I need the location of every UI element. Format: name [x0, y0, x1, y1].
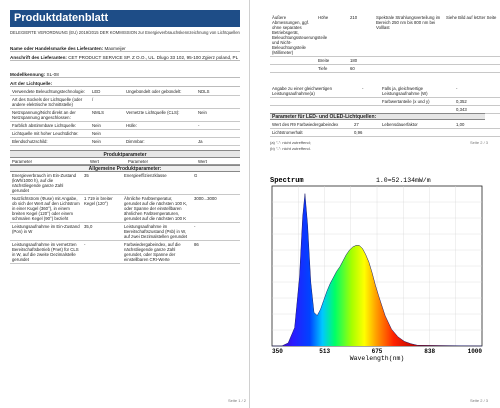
param-row — [10, 223, 240, 241]
claims-row-cell-1: - — [360, 85, 380, 98]
art-row-cell-2: Vernetzte Lichtquelle (CLS): — [124, 109, 196, 122]
art-row — [10, 130, 240, 138]
dim-row-cell-1: Höhe — [316, 14, 348, 57]
art-row-cell-0: Art des Sockels der Lichtquelle (oder andere elektrische Schnittstelle) — [10, 96, 90, 109]
param-row-cell-1: 35,0 — [82, 223, 122, 241]
art-row-cell-0: Farblich abstimmbare Lichtquelle: — [10, 122, 90, 130]
chart-peak-label: 1.0=52.134mW/m — [376, 177, 431, 184]
regulation-subtitle: DELEGIERTE VERORDNUNG (EU) 2019/2015 DER KOMMISSION zur Energieverbrauchskennzeichnung von Lichtquellen — [10, 30, 240, 35]
supplier-row: Anschrift des Lieferanten: CET PRODUCT SERVICE SP. Z O.O., UL. Dlugo 33 102, 95-100 Zgierz poland, PL — [10, 55, 239, 60]
art-row-cell-0: Lichtquelle mit hoher Leuchtdichte: — [10, 130, 90, 138]
param-row — [10, 195, 240, 223]
art-row-cell-2: Dimmbar: — [124, 138, 196, 146]
art-row — [10, 138, 240, 146]
art-row-cell-3 — [196, 96, 240, 109]
x-tick-label: 838 — [424, 348, 436, 355]
art-label: Art der Lichtquelle: — [10, 81, 240, 87]
x-tick-label: 675 — [371, 348, 383, 355]
param-row-cell-3: 3000...3000 — [192, 195, 240, 223]
x-tick-label: 513 — [319, 348, 331, 355]
dim-row-cell-3 — [374, 65, 444, 73]
page-footer: Seite 1 / 2 — [228, 398, 247, 403]
dim-row-cell-3 — [374, 57, 444, 65]
art-row-cell-1: / — [90, 96, 124, 109]
art-row-cell-3: Nein — [196, 109, 240, 122]
param-row-cell-3: 86 — [192, 241, 240, 264]
claims-row-cell-3: 0,343 — [454, 106, 500, 114]
art-row-cell-2 — [124, 130, 196, 138]
dim-row-cell-4: Siehe Bild auf letzter Seite — [444, 14, 500, 57]
x-tick-label: 350 — [272, 348, 283, 355]
param-row — [10, 172, 240, 195]
document-title: Produktdatenblatt — [10, 10, 240, 27]
spectrum-chart — [268, 172, 486, 362]
general-params-head: Allgemeine Produktparameter: — [10, 165, 240, 172]
led-row-cell-2 — [380, 129, 454, 137]
claims-row — [270, 85, 500, 98]
art-row-cell-0: Verwendete Beleuchtungstechnologie: — [10, 88, 90, 96]
led-row-cell-2: Lebensdauerfaktor — [380, 121, 454, 129]
art-row-cell-2: Hülle: — [124, 122, 196, 130]
dim-row-cell-0: Äußere Abmessungen, ggf. ohne separates Betriebsgerät, Beleuchtungssteuerungsteile und Nicht-Beleuchtungsteile (Millimeter) — [272, 15, 328, 55]
led-table — [270, 121, 500, 137]
params-head: Produktparameter — [10, 150, 240, 158]
claims-row-cell-0: Angabe zu einer gleichwertigen Leistungsaufnahme(a) — [270, 85, 360, 98]
page-footer-2: Seite 2 / 3 — [470, 398, 489, 403]
claims-row-cell-0 — [270, 98, 360, 106]
claims-row-cell-1 — [360, 98, 380, 106]
param-row-cell-1: - — [82, 241, 122, 264]
footnote-b: (b) "-": nicht zutreffend. — [270, 146, 311, 151]
led-row-cell-1: 27 — [352, 121, 380, 129]
dim-row-cell-4 — [444, 57, 500, 65]
art-row — [10, 96, 240, 109]
art-row-cell-3: - — [196, 122, 240, 130]
param-row-cell-3: - — [192, 223, 240, 241]
dimension-table — [270, 14, 500, 73]
param-row-cell-1: 35 — [82, 172, 122, 195]
art-row-cell-1: NMLS — [90, 109, 124, 122]
art-row-cell-3: Ja — [196, 138, 240, 146]
dim-row-cell-4 — [444, 65, 500, 73]
claims-table — [270, 85, 500, 114]
dim-row-cell-1: Breite — [316, 57, 348, 65]
claims-row-cell-2: Farbwertanteile (x und y) — [380, 98, 454, 106]
led-row-cell-0: Wert des R9 Farbwiedergabeindex — [270, 121, 352, 129]
param-row-cell-2: Ähnliche Farbtemperatur, gerundet auf die nächsten 100 K, oder Spanne der einstellbaren ähnlichen Farbtemperaturen, gerundet auf die nächsten 100 K — [122, 195, 192, 223]
footnotes — [270, 140, 311, 152]
chart-title: Spectrum — [270, 177, 304, 185]
dim-row-cell-3: Spektrale Strahlungsverteilung im Bereich 250 nm bis 800 nm bei Volllast — [374, 14, 444, 57]
page-label: Seite 2 / 3 — [470, 140, 489, 145]
param-row-cell-1: 1 719 in breiter Kegel (120°) — [82, 195, 122, 223]
dim-row — [270, 57, 500, 65]
dim-row-cell-2: 60 — [348, 65, 374, 73]
param-row-cell-0: Energieverbrauch im Ein-Zustand (kWh/1000 h), auf die nächstliegende ganze Zahl gerundet — [10, 172, 82, 195]
dim-row-cell-2: 210 — [348, 14, 374, 57]
art-row-cell-2 — [124, 96, 196, 109]
claims-row-cell-2: Falls ja, gleichwertige Leistungsaufnahme (W) — [380, 85, 454, 98]
art-row — [10, 88, 240, 96]
param-row-cell-3: G — [192, 172, 240, 195]
led-row-cell-1: 0,96 — [352, 129, 380, 137]
art-row — [10, 122, 240, 130]
dim-row-cell-0 — [270, 57, 316, 65]
art-row-cell-3 — [196, 130, 240, 138]
dim-row — [270, 65, 500, 73]
claims-row-cell-3: - — [454, 85, 500, 98]
param-row-cell-2: Energieeffizienzklasse — [122, 172, 192, 195]
param-row — [10, 241, 240, 264]
column-headers: Parameter Wert Parameter Wert — [10, 158, 240, 165]
art-row-cell-1: Nein — [90, 122, 124, 130]
art-row-cell-1: Nein — [90, 138, 124, 146]
param-row-cell-2: Leistungsaufnahme im Bereitschaftszustand (Psb) in W, auf zwei Dezimalstellen gerundet — [122, 223, 192, 241]
supplier-row: Modellkennung: SL-08 — [10, 72, 240, 78]
dim-row-cell-2: 180 — [348, 57, 374, 65]
led-row-cell-3 — [454, 129, 500, 137]
art-row-cell-3: NDLS — [196, 88, 240, 96]
art-row-cell-2: Ungebündelt oder gebündelt: — [124, 88, 196, 96]
led-row — [270, 129, 500, 137]
param-row-cell-0: Leistungsaufnahme im vernetzten Bereitschaftsbetrieb (Pnet) für CLS in W, auf die zweite Dezimalstelle gerundet — [10, 241, 82, 264]
led-params-head: Parameter für LED- und OLED-Lichtquellen: — [270, 113, 485, 120]
led-row-cell-3: 1,00 — [454, 121, 500, 129]
art-row-cell-1: Nein — [90, 130, 124, 138]
param-row-cell-0: Leistungsaufnahme im Ein-Zustand (Pon) in W — [10, 223, 82, 241]
art-row-cell-0: Blendschutzschild: — [10, 138, 90, 146]
dim-row — [270, 14, 500, 57]
x-axis-label: Wavelength(nm) — [349, 355, 405, 362]
supplier-row: Name oder Handelsmarke des Lieferanten: Maxmeijer — [10, 46, 240, 52]
art-row-cell-0: Netzspannung/Nicht direkt an der Netzspannung angeschlossen: — [10, 109, 90, 122]
dim-row-cell-1: Tiefe — [316, 65, 348, 73]
param-row-cell-0: Nutzlichtstrom (Φuse) mit Angabe, ob sich der Wert auf den Lichtstrom in einer Kugel (360°), in einem breiten Kegel (120°) oder einem schmalen Kegel (90°) bezieht — [10, 195, 82, 223]
art-row — [10, 109, 240, 122]
led-row — [270, 121, 500, 129]
x-tick-label: 1000 — [467, 348, 482, 355]
led-row-cell-0: Lichtstromerhalt — [270, 129, 352, 137]
param-table — [10, 172, 240, 264]
claims-row — [270, 98, 500, 106]
footnote-a: (a) "-": nicht zutreffend; — [270, 140, 311, 145]
param-row-cell-2: Farbwiedergabeindex, auf die nächstliegende ganze Zahl gerundet, oder Spanne der einstellbaren CRI-Werte — [122, 241, 192, 264]
art-table — [10, 88, 240, 146]
claims-row-cell-3: 0,352 — [454, 98, 500, 106]
dim-row-cell-0 — [270, 65, 316, 73]
art-row-cell-1: LED — [90, 88, 124, 96]
